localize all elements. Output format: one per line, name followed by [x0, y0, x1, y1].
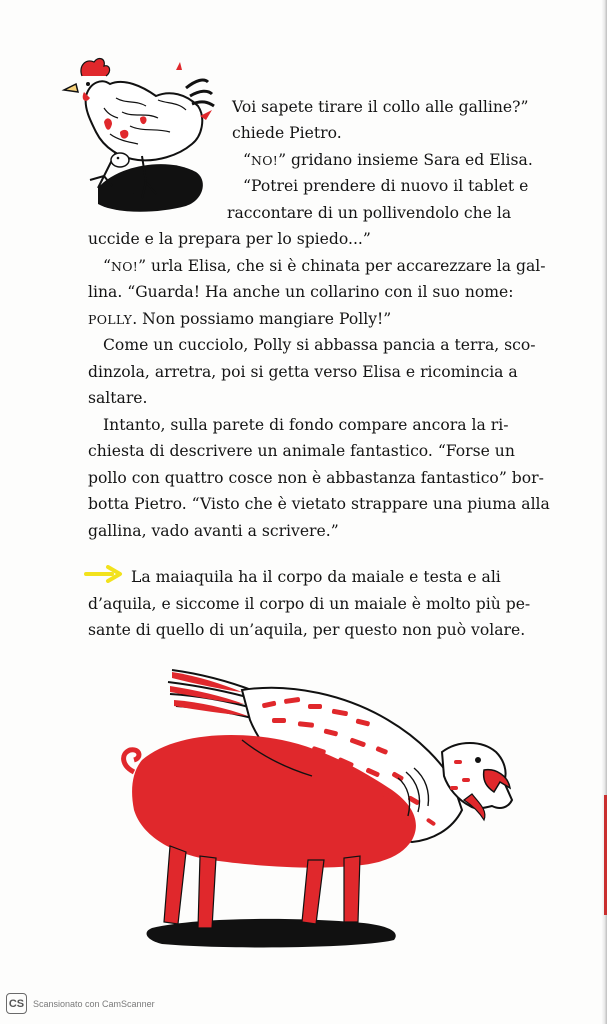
text-line-7: [103, 253, 546, 280]
text-line-20: [88, 617, 525, 643]
text-segment: ” gridano insieme Sara ed Elisa.: [278, 151, 533, 169]
text-line-6: [88, 226, 371, 252]
text-segment: ” urla Elisa, che si è chinata per accarezzare la gal-: [138, 257, 546, 275]
text-line-18: [131, 564, 501, 590]
text-segment: . Non possiamo mangiare Polly!”: [132, 310, 392, 328]
text-segment: lina. “Guarda! Ha anche un collarino con il suo nome:: [88, 283, 514, 301]
scanner-watermark: [6, 993, 155, 1014]
hen-illustration: [46, 48, 221, 218]
text-segment: dinzola, arretra, poi si getta verso Elisa e ricomincia a: [88, 363, 518, 381]
text-segment: pollo con quattro cosce non è abbastanza fantastico” bor-: [88, 469, 544, 487]
text-segment: “: [243, 151, 251, 169]
text-line-19: [88, 591, 530, 617]
small-caps-text: POLLY: [88, 312, 133, 327]
text-segment: sante di quello di un’aquila, per questo non può volare.: [88, 621, 526, 639]
text-segment: botta Pietro. “Visto che è vietato strappare una piuma alla: [88, 495, 550, 513]
text-segment: saltare.: [88, 389, 148, 407]
text-line-16: [88, 491, 550, 517]
text-segment: d’aquila, e siccome il corpo di un maiale è molto più pe-: [88, 595, 531, 613]
camscanner-logo: CS: [6, 993, 27, 1014]
text-line-1: [232, 94, 528, 120]
text-segment: Come un cucciolo, Polly si abbassa pancia a terra, sco-: [103, 336, 536, 354]
text-line-8: [88, 279, 514, 305]
text-line-15: [88, 465, 544, 491]
text-segment: chiesta di descrivere un animale fantastico. “Forse un: [88, 442, 515, 460]
text-segment: raccontare di un pollivendolo che la: [227, 204, 512, 222]
text-segment: Intanto, sulla parete di fondo compare ancora la ri-: [103, 416, 509, 434]
text-line-4: [243, 173, 528, 199]
text-line-11: [88, 359, 518, 385]
small-caps-text: NO!: [250, 153, 279, 168]
text-line-17: [88, 518, 339, 544]
text-line-5: [227, 200, 511, 226]
text-segment: “Potrei prendere di nuovo il tablet e: [243, 177, 529, 195]
text-line-14: [88, 438, 515, 464]
small-caps-text: NO!: [110, 259, 139, 274]
text-line-9: [88, 306, 391, 333]
yellow-arrow-icon: [84, 565, 124, 583]
text-segment: “: [103, 257, 111, 275]
text-segment: La maiaquila ha il corpo da maiale e testa e ali: [131, 568, 501, 586]
text-segment: uccide e la prepara per lo spiedo...”: [88, 230, 371, 248]
text-line-3: [243, 147, 533, 174]
text-line-12: [88, 385, 148, 411]
text-line-10: [103, 332, 536, 358]
text-segment: gallina, vado avanti a scrivere.”: [88, 522, 339, 540]
text-segment: chiede Pietro.: [232, 124, 342, 142]
text-line-2: [232, 120, 342, 146]
maiaquila-illustration: [112, 660, 522, 955]
text-segment: Voi sapete tirare il collo alle galline?”: [232, 98, 529, 116]
camscanner-text: Scansionato con CamScanner: [33, 998, 155, 1009]
text-line-13: [103, 412, 508, 438]
